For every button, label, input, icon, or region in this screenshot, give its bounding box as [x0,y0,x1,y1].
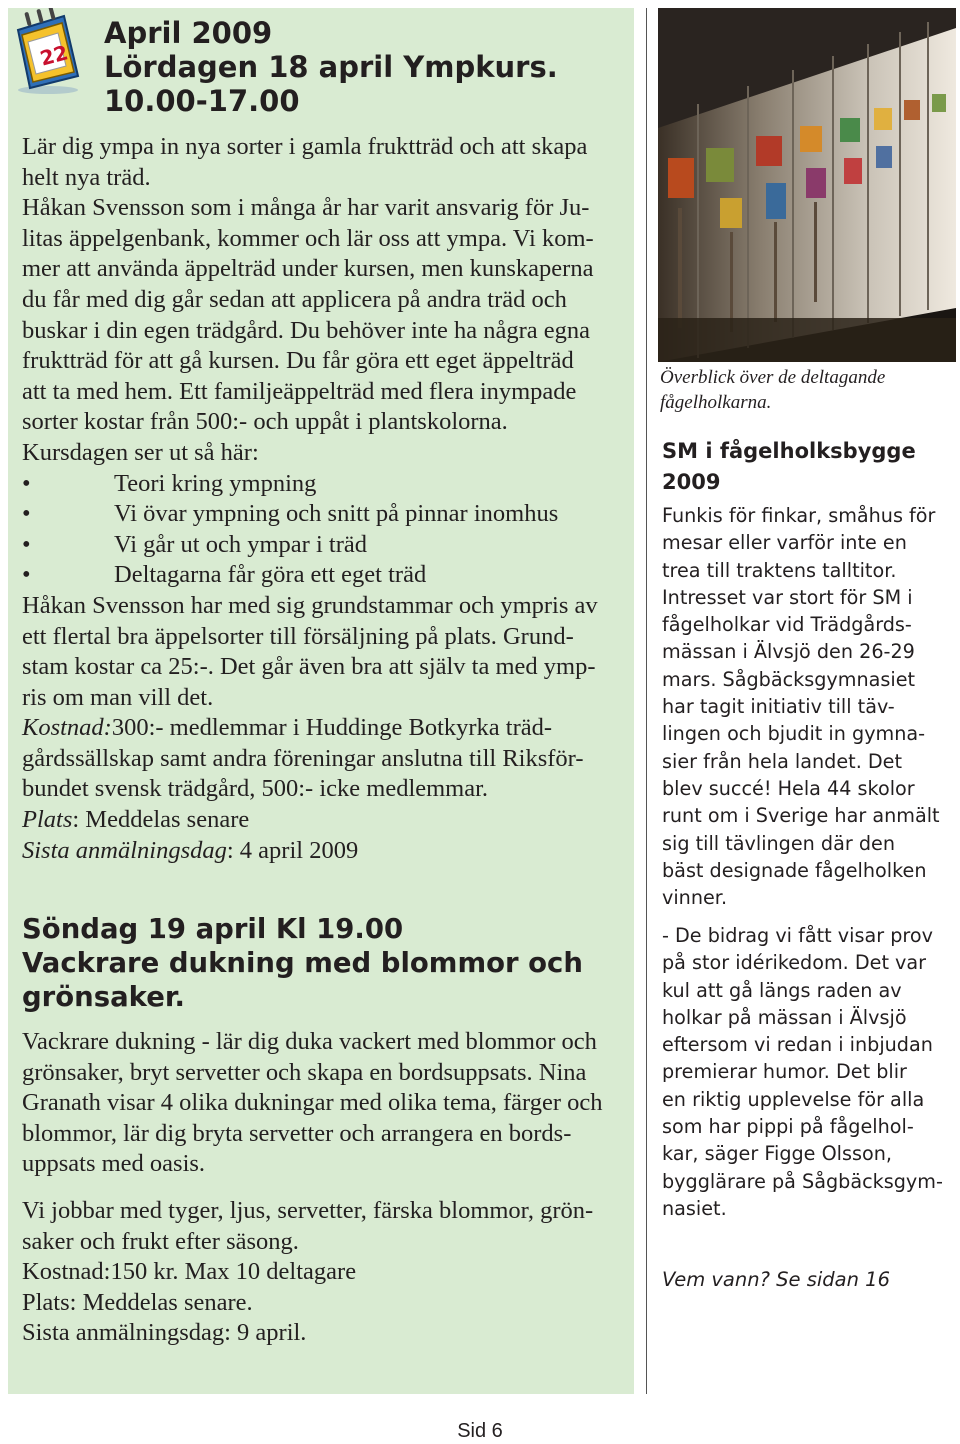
photo-caption: Överblick över de deltagande fågelholkarna. [660,367,886,413]
list-item: • Vi går ut och ympar i träd [22,530,367,558]
calendar-icon [8,8,88,94]
sidebar-footer: Vem vann? Se sidan 16 [662,1268,890,1291]
place-label: Plats [22,806,73,834]
calendar-icon-number: 22 [37,40,71,71]
sidebar-paragraph-2: - De bidrag vi fått visar prov på stor idérikedom. Det var kul att gå längs raden av holkar på mässan i Älvsjö eftersom vi redan i inbjudan premierar humor. Det blir en riktig upplevelse för alla som har pippi på fågelhol- kar, säger Figge Olsson, bygglärare på Sågbäcksgym- nasiet. [662,924,943,1220]
birdhouse-photo [658,8,956,362]
event2-paragraph-2: Vi jobbar med tyger, ljus, servetter, färska blommor, grön- saker och frukt efter säsong. Kostnad:150 kr. Max 10 deltagare Plats: Meddelas senare. Sista anmälningsdag: 9 april. [22,1197,594,1347]
event1-body: Lär dig ympa in nya sorter i gamla fruktträd och att skapa helt nya träd. Håkan Svensson som i många år har varit ansvarig för Ju- litas äppelgenbank, kommer och lär oss att ympa. Vi kom- mer att använda äppelträd under kursen, men kunskaperna du får med dig går sedan att applicera på andra träd och buskar i din egen trädgård. Du behöver inte ha några egna fruktträd för att gå kursen. Du får göra ett eget äppelträd att ta med hem. Ett familjeäppelträd med flera inympade sorter kostar från 500:- och uppåt i plantskolorna. Kursdagen ser ut så här: • Teori kring ympning • Vi övar ympning och snitt på pinnar inomhus • Vi går ut och ympar i träd • Deltagarna får göra ett eget träd Håkan Svensson har med sig grundstammar och ympris av ett flertal bra äppelsorter till försäljning på plats. Grund- stam kostar ca 25:-. Det går även bra att själv ta med ymp- ris om man vill det. Kostnad:300:- medlemmar i Huddinge Botkyrka träd- gårdssällskap samt andra föreningar anslutna till Riksför- bundet svensk trädgård, 500:- icke medlemmar. Plats: Meddelas senare Sista anmälningsdag: 4 april 2009 [22,132,630,866]
deadline-label: Sista anmälningsdag [22,836,227,864]
event1-heading: April 2009 Lördagen 18 april Ympkurs. 10.00-17.00 [104,16,558,118]
sidebar-title: SM i fågelholksbygge 2009 [662,439,916,494]
event2-paragraph-1: Vackrare dukning - lär dig duka vackert med blommor och grönsaker, bryt servetter och skapa en bordsuppsats. Nina Granath visar 4 olika dukningar med olika tema, färger och blommor, lär dig bryta servetter och arrangera en bords- uppsats med oasis. [22,1028,603,1178]
sidebar-paragraph-1: Funkis för finkar, småhus för mesar eller varför inte en trea till traktens talltitor. Intresset var stort för SM i fågelholkar vid Trädgårds- mässan i Älvsjö den 26-29 mars. Sågbäcksgymnasiet har tagit initiativ till täv- lingen och bjudit in gymna- sier från hela landet. Det blev succé! Hela 44 skolor runt om i Sverige har anmält sig till tävlingen där den bäst designade fågelholken vinner. [662,504,940,910]
cost-label: Kostnad: [22,714,112,742]
page-number: Sid 6 [457,1420,503,1442]
event2-heading: Söndag 19 april Kl 19.00 Vackrare dukning med blommor och grönsaker. [22,913,583,1013]
list-item: • Deltagarna får göra ett eget träd [22,561,427,589]
list-item: • Teori kring ympning [22,469,317,497]
list-item: • Vi övar ympning och snitt på pinnar inomhus [22,500,559,528]
column-divider [646,8,647,1394]
